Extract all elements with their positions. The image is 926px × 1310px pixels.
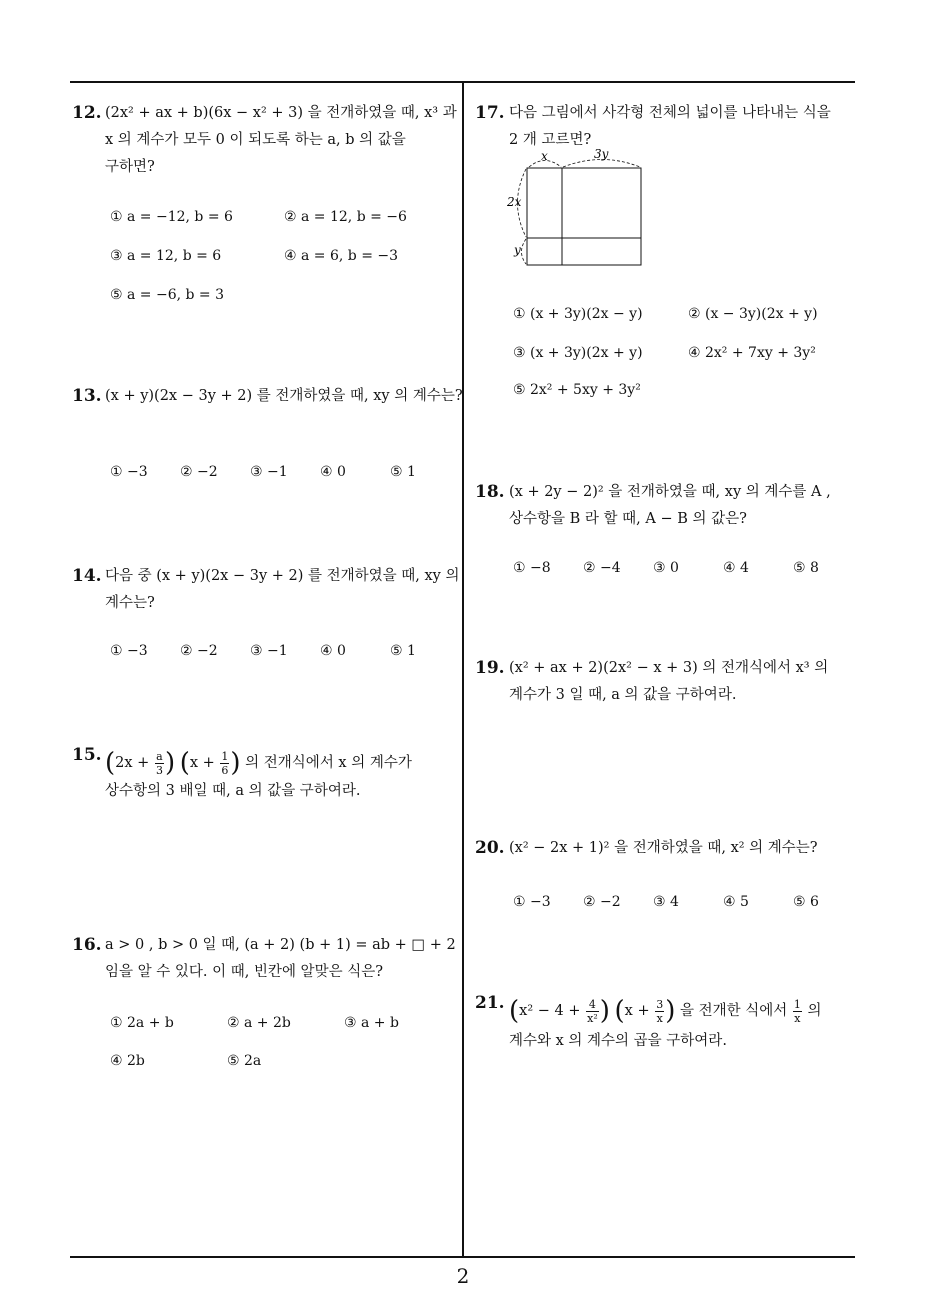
option-2[interactable]: ② a + 2b xyxy=(227,1015,291,1031)
label-top-x: x xyxy=(541,149,548,163)
question-expression: (x² − 4 + $\frac{4}{\text{x²}}$ ) (x + $\frac{3}{x}$ ) 을 전개한 식에서 $\frac{1}{x}$ 의 xyxy=(509,996,822,1026)
question-text: 다음 중 (x + y)(2x − 3y + 2) 를 전개하였을 때, xy 의 xyxy=(105,568,460,584)
question-number: 12. xyxy=(72,103,102,123)
question-17 xyxy=(475,100,855,400)
option-3[interactable]: ③ (x + 3y)(2x + y) xyxy=(513,345,643,361)
option-5[interactable]: ⑤ 1 xyxy=(390,643,416,659)
page-number: 2 xyxy=(456,1264,470,1288)
option-1[interactable]: ① (x + 3y)(2x − y) xyxy=(513,306,643,322)
question-text: a > 0 , b > 0 일 때, (a + 2) (b + 1) = ab + □ + 2 xyxy=(105,937,456,953)
column-divider xyxy=(462,82,464,1258)
question-12 xyxy=(72,100,457,303)
question-text: (x + 2y − 2)² 을 전개하였을 때, xy 의 계수를 A , xyxy=(509,484,831,500)
question-number: 20. xyxy=(475,838,505,858)
question-number: 18. xyxy=(475,482,505,502)
option-5[interactable]: ⑤ 2x² + 5xy + 3y² xyxy=(513,382,641,398)
expr-part: x² − 4 + xyxy=(519,1003,581,1019)
option-3[interactable]: ③ 4 xyxy=(653,894,679,910)
question-15 xyxy=(72,742,457,812)
question-text: 다음 그림에서 사각형 전체의 넓이를 나타내는 식을 xyxy=(509,105,831,121)
option-3[interactable]: ③ a + b xyxy=(344,1015,399,1031)
question-21 xyxy=(475,990,855,1060)
question-number: 16. xyxy=(72,935,102,955)
question-text: (x + y)(2x − 3y + 2) 를 전개하였을 때, xy 의 계수는? xyxy=(105,388,463,404)
question-text: (x² + ax + 2)(2x² − x + 3) 의 전개식에서 x³ 의 xyxy=(509,660,829,676)
question-number: 14. xyxy=(72,566,102,586)
label-top-3y: 3y xyxy=(594,148,609,161)
rectangle-figure xyxy=(505,148,655,270)
option-4[interactable]: ④ 0 xyxy=(320,643,346,659)
option-3[interactable]: ③ −1 xyxy=(250,643,288,659)
option-4[interactable]: ④ 0 xyxy=(320,464,346,480)
option-1[interactable]: ① −8 xyxy=(513,560,551,576)
fraction: $\frac{3}{x}$ xyxy=(656,997,664,1025)
label-left-2x: 2x xyxy=(507,195,522,209)
option-1[interactable]: ① −3 xyxy=(513,894,551,910)
option-2[interactable]: ② −2 xyxy=(180,643,218,659)
option-3[interactable]: ③ a = 12, b = 6 xyxy=(110,248,222,264)
question-text: 의 xyxy=(807,1003,822,1019)
question-text: 의 전개식에서 x 의 계수가 xyxy=(245,755,412,771)
option-2[interactable]: ② −2 xyxy=(180,464,218,480)
question-text: 상수항의 3 배일 때, a 의 값을 구하여라. xyxy=(105,783,361,799)
option-3[interactable]: ③ −1 xyxy=(250,464,288,480)
question-14 xyxy=(72,563,460,663)
option-4[interactable]: ④ 2b xyxy=(110,1053,145,1069)
question-text: 계수는? xyxy=(105,595,155,611)
fraction: $\frac{a}{3}$ xyxy=(155,749,163,777)
question-text: (x² − 2x + 1)² 을 전개하였을 때, x² 의 계수는? xyxy=(509,840,818,856)
question-number: 19. xyxy=(475,658,505,678)
question-number: 13. xyxy=(72,386,102,406)
question-number: 21. xyxy=(475,993,505,1013)
option-2[interactable]: ② (x − 3y)(2x + y) xyxy=(688,306,818,322)
option-1[interactable]: ① −3 xyxy=(110,643,148,659)
expr-part: x + xyxy=(624,1003,650,1019)
option-2[interactable]: ② −4 xyxy=(583,560,621,576)
option-4[interactable]: ④ a = 6, b = −3 xyxy=(284,248,399,264)
question-16 xyxy=(72,932,457,1072)
option-3[interactable]: ③ 0 xyxy=(653,560,679,576)
expr-part: 2x + xyxy=(115,755,150,771)
option-1[interactable]: ① 2a + b xyxy=(110,1015,174,1031)
option-1[interactable]: ① a = −12, b = 6 xyxy=(110,209,233,225)
bottom-rule xyxy=(70,1256,855,1258)
question-text: 계수와 x 의 계수의 곱을 구하여라. xyxy=(509,1033,727,1049)
question-text: 임을 알 수 있다. 이 때, 빈칸에 알맞은 식은? xyxy=(105,964,383,980)
question-number: 17. xyxy=(475,103,505,123)
fraction: $\frac{1}{6}$ xyxy=(221,749,229,777)
question-text: 구하면? xyxy=(105,159,155,175)
question-text: 계수가 3 일 때, a 의 값을 구하여라. xyxy=(509,687,737,703)
option-5[interactable]: ⑤ 1 xyxy=(390,464,416,480)
option-5[interactable]: ⑤ 6 xyxy=(793,894,819,910)
question-text: 상수항을 B 라 할 때, A − B 의 값은? xyxy=(509,511,747,527)
option-2[interactable]: ② a = 12, b = −6 xyxy=(284,209,407,225)
fraction: $\frac{1}{x}$ xyxy=(793,997,801,1025)
option-1[interactable]: ① −3 xyxy=(110,464,148,480)
option-4[interactable]: ④ 4 xyxy=(723,560,749,576)
label-left-y: y xyxy=(514,243,521,257)
option-4[interactable]: ④ 5 xyxy=(723,894,749,910)
question-text: x 의 계수가 모두 0 이 되도록 하는 a, b 의 값을 xyxy=(105,132,406,148)
question-text: 2 개 고르면? xyxy=(509,132,592,148)
question-text: (2x² + ax + b)(6x − x² + 3) 을 전개하였을 때, x³ 과 xyxy=(105,105,457,121)
question-text: 을 전개한 식에서 xyxy=(679,1003,788,1019)
expr-part: x + xyxy=(189,755,215,771)
question-19 xyxy=(475,655,855,715)
question-expression: (2x + $\frac{a}{3}$ ) (x + $\frac{1}{6}$ ) 의 전개식에서 x 의 계수가 xyxy=(105,748,412,778)
option-5[interactable]: ⑤ a = −6, b = 3 xyxy=(110,287,225,303)
option-5[interactable]: ⑤ 8 xyxy=(793,560,819,576)
option-5[interactable]: ⑤ 2a xyxy=(227,1053,262,1069)
fraction: $\frac{4}{\text{x²}}$ xyxy=(587,997,598,1025)
question-number: 15. xyxy=(72,745,102,765)
question-20 xyxy=(475,835,855,915)
option-2[interactable]: ② −2 xyxy=(583,894,621,910)
question-18 xyxy=(475,479,855,579)
question-13 xyxy=(72,383,463,483)
option-4[interactable]: ④ 2x² + 7xy + 3y² xyxy=(688,345,816,361)
